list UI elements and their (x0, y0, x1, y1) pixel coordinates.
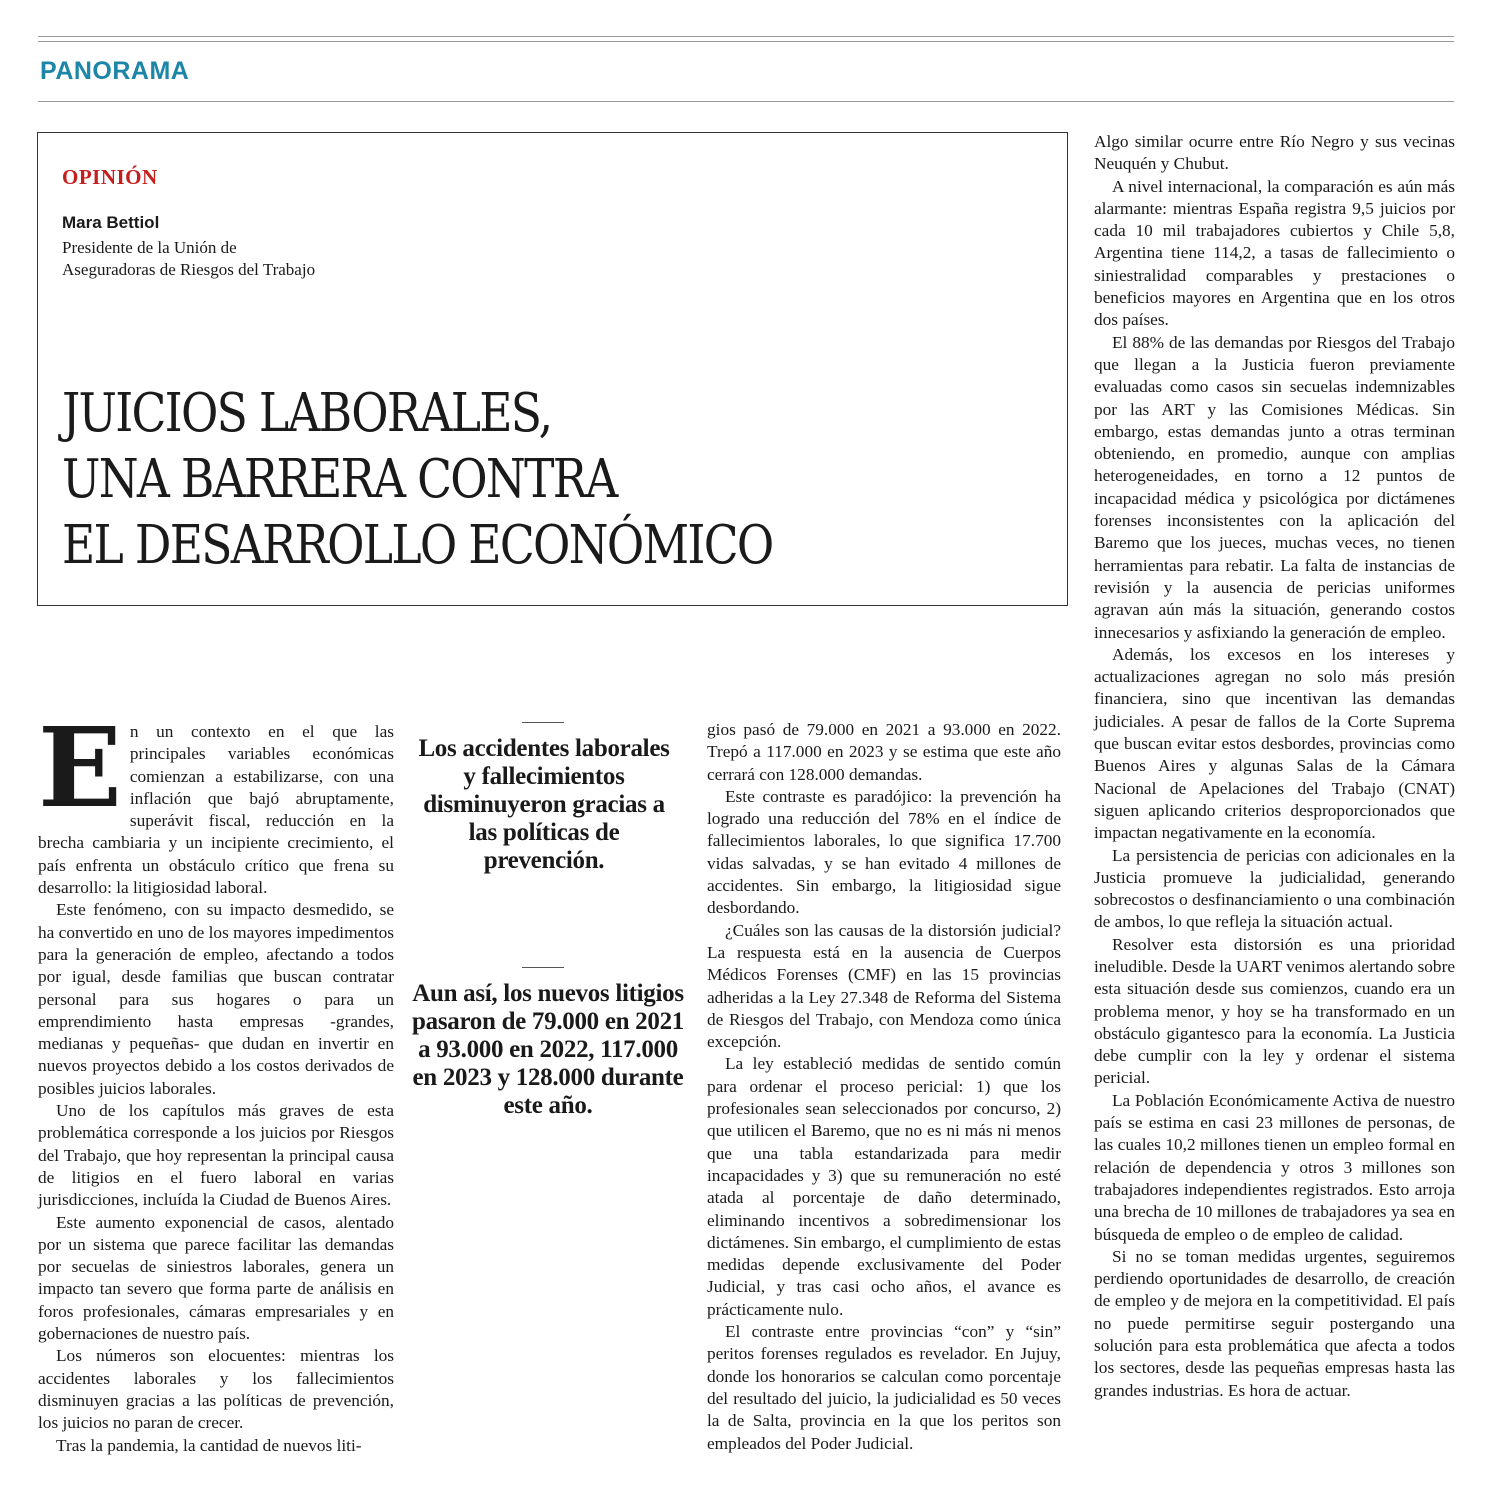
top-rule-secondary (38, 41, 1454, 42)
paragraph: La Población Económicamente Activa de nuestro país se estima en casi 23 millones de personas, de las cuales 10,2 millones tienen un empleo formal en relación de dependencia y otros 3 millones son trabajadores independientes registrados. Esto arroja una brecha de 10 millones de trabajadores ya sea en búsqueda de empleo o de empleo de calidad. (1094, 1090, 1455, 1244)
paragraph: A nivel internacional, la comparación es aún más alarmante: mientras España registra 9,5 juicios por cada 10 mil trabajadores cubiertos y Chile 5,8, Argentina tiene 114,2, a tasas de fallecimiento o siniestralidad comparables y prestaciones o beneficios mayores en Argentina que en los otros dos países. (1094, 176, 1455, 330)
paragraph: La ley estableció medidas de sentido común para ordenar el proceso pericial: 1) que los profesionales sean seleccionados por concurso, 2) que utilicen el Baremo, que no es ni más ni menos que una tabla estandarizada para medir incapacidades y 3) que su remuneración no esté atada al porcentaje de daño determinado, eliminando incentivos a sobredimensionar los dictámenes. Sin embargo, el cumplimiento de estas medidas depende exclusivamente del Poder Judicial, y tras casi ocho años, el avance es prácticamente nulo. (707, 1054, 1061, 1319)
headline-line: UNA BARRERA CONTRA (62, 449, 617, 510)
pull-quote: Los accidentes laborales y fallecimientos disminuyeron gracias a las políticas de prevención. (418, 735, 670, 874)
article-column-3 (707, 719, 1061, 1455)
top-rule (38, 36, 1454, 37)
paragraph: Este fenómeno, con su impacto desmedido, se ha convertido en uno de los mayores impedimentos para la generación de empleo, afectando a todos por igual, desde familias que buscan contratar personal para sus hogares o para un emprendimiento hasta empresas -grandes, medianas y pequeñas- que dudan en invertir en nuevos proyectos debido a los costos derivados de posibles juicios laborales. (38, 900, 394, 1098)
headline (62, 381, 773, 579)
pull-quote-rule (522, 967, 564, 968)
paragraph: En un contexto en el que las principales variables económicas comienzan a estabilizarse, con una inflación que bajó abruptamente, superávit fiscal, reducción en la brecha cambiaria y un incipiente crecimiento, el país enfrenta un obstáculo crítico que frena su desarrollo: la litigiosidad laboral. (38, 703, 394, 898)
paragraph: El contraste entre provincias “con” y “sin” peritos forenses regulados es revelador. En Jujuy, donde los honorarios se calculan como porcentaje del resultado del juicio, la judicialidad es 50 veces la de Salta, provincia en la que los peritos son empleados del Poder Judicial. (707, 1322, 1061, 1453)
opinion-header-box (37, 132, 1068, 606)
paragraph: Este aumento exponencial de casos, alentado por un sistema que parece facilitar las demandas por secuelas de siniestros laborales, genera un impacto tan severo que forma parte de análisis en foros profesionales, cámaras empresariales y en gobernaciones de nuestro país. (38, 1212, 394, 1344)
kicker: OPINIÓN (62, 165, 158, 189)
paragraph: Tras la pandemia, la cantidad de nuevos liti- (56, 1435, 362, 1455)
headline-line: EL DESARROLLO ECONÓMICO (62, 515, 773, 576)
pull-quote-rule (522, 722, 564, 723)
author-role-line: Presidente de la Unión de (62, 238, 237, 257)
article-column-1 (38, 703, 394, 1457)
author-name: Mara Bettiol (62, 213, 160, 232)
paragraph: ¿Cuáles son las causas de la distorsión judicial? La respuesta está en la ausencia de Cuerpos Médicos Forenses (CMF) en las 15 provincias adheridas a la Ley 27.348 de Reforma del Sistema de Riesgos del Trabajo, con Mendoza como única excepción. (707, 920, 1061, 1052)
headline-line: JUICIOS LABORALES, (62, 383, 552, 444)
drop-cap: E (38, 703, 122, 832)
paragraph: Los números son elocuentes: mientras los accidentes laborales y los fallecimientos disminuyen gracias a las políticas de prevención, los juicios no paran de crecer. (38, 1346, 394, 1433)
author-role (62, 237, 462, 281)
author-role-line: Aseguradoras de Riesgos del Trabajo (62, 260, 316, 279)
paragraph: El 88% de las demandas por Riesgos del Trabajo que llegan a la Justicia fueron previamente evaluadas como casos sin secuelas indemnizables por las ART y las Comisiones Médicas. Sin embargo, estas demandas junto a otras terminan obteniendo, en promedio, aunque con amplias heterogeneidades, en torno a 12 puntos de incapacidad médica y psicológica por dictámenes forenses inconsistentes con la aplicación del Baremo que los jueces, muchas veces, no tienen herramientas para rebatir. La falta de instancias de revisión y la ausencia de pericias uniformes agravan aún más la situación, generando costos innecesarios y asfixiando la generación de empleo. (1094, 332, 1455, 642)
paragraph: Algo similar ocurre entre Río Negro y sus vecinas Neuquén y Chubut. (1094, 132, 1455, 174)
paragraph: Si no se toman medidas urgentes, seguiremos perdiendo oportunidades de desarrollo, de creación de empleo y de mejora en la competitividad. El país no puede permitirse seguir postergando una solución para esta problemática que afecta a todos los sectores, desde las pequeñas empresas hasta las grandes industrias. Es hora de actuar. (1094, 1246, 1455, 1400)
paragraph: La persistencia de pericias con adicionales en la Justicia promueve la judicialidad, generando sobrecostos o desfinanciamiento o una combinación de ambos, lo que refleja la situación actual. (1094, 845, 1455, 932)
pull-quote: Aun así, los nuevos litigios pasaron de 79.000 en 2021 a 93.000 en 2022, 117.000 en 2023 y 128.000 durante este año. (412, 980, 684, 1119)
paragraph: gios pasó de 79.000 en 2021 a 93.000 en 2022. Trepó a 117.000 en 2023 y se estima que este año cerrará con 128.000 demandas. (707, 720, 1061, 784)
paragraph: Este contraste es paradójico: la prevención ha logrado una reducción del 78% en el índice de fallecimientos laborales, lo que significa 17.700 vidas salvadas, y se han evitado 4 millones de accidentes. Sin embargo, la litigiosidad sigue desbordando. (707, 786, 1061, 918)
paragraph: Uno de los capítulos más graves de esta problemática corresponde a los juicios por Riesgos del Trabajo, que hoy representan la principal causa de litigios en el fuero laboral en varias jurisdicciones, incluída la Ciudad de Buenos Aires. (38, 1101, 394, 1210)
article-column-4 (1094, 131, 1455, 1402)
paragraph: Además, los excesos en los intereses y actualizaciones agregan no solo más presión financiera, sino que incentivan las demandas judiciales. A pesar de fallos de la Corte Suprema que buscan evitar estos desbordes, provincias como Buenos Aires y algunas Salas de la Cámara Nacional de Apelaciones del Trabajo (CNAT) siguen aplicando criterios desproporcionados que impactan negativamente en la economía. (1094, 644, 1455, 843)
paragraph: Resolver esta distorsión es una prioridad ineludible. Desde la UART venimos alertando sobre esta situación desde sus comienzos, cuando era un problema menor, y hoy se ha transformado en un obstáculo gigantesco para la economía. La Justicia debe cumplir con la ley y ordenar el sistema pericial. (1094, 934, 1455, 1088)
section-label: PANORAMA (40, 57, 190, 85)
section-rule (38, 101, 1454, 102)
